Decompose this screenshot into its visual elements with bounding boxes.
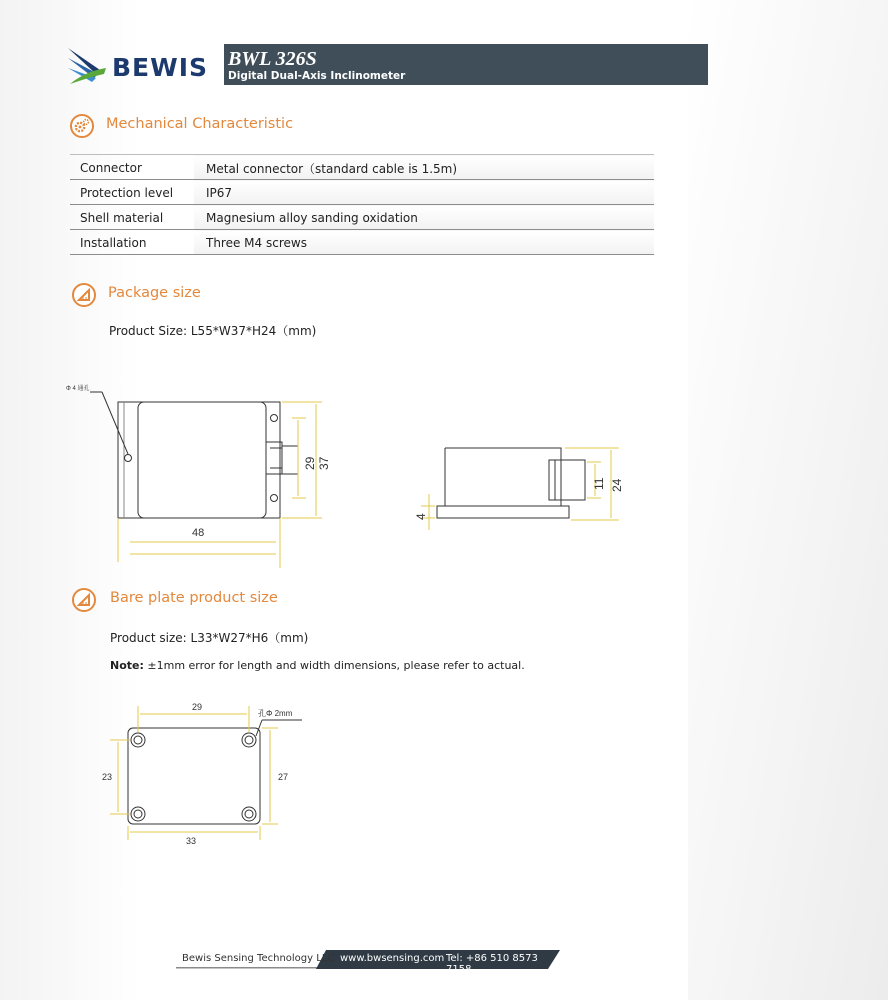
note-label: Note: xyxy=(110,659,144,672)
brand-name: BEWIS xyxy=(112,53,209,82)
spec-key: Connector xyxy=(70,155,194,180)
package-section-title: Package size xyxy=(108,285,201,301)
dim-height-37: 37 xyxy=(317,456,331,470)
table-row xyxy=(70,180,654,205)
product-model: BWL 326S xyxy=(228,48,317,70)
spec-value: IP67 xyxy=(194,180,654,205)
footer-website[interactable]: www.bwsensing.com xyxy=(340,953,445,964)
bare-product-size: Product size: L33*W27*H6（mm) xyxy=(110,631,309,645)
dim-height-29: 29 xyxy=(303,456,317,470)
bare-dim-bottom: 33 xyxy=(186,836,197,846)
package-product-size: Product Size: L55*W37*H24（mm) xyxy=(109,324,317,338)
gear-icon xyxy=(70,114,94,138)
dim-height-24: 24 xyxy=(610,478,624,492)
spec-key: Shell material xyxy=(70,205,194,230)
mechanical-spec-table xyxy=(70,154,654,255)
dim-width-48: 48 xyxy=(192,527,205,539)
dim-connector-11: 11 xyxy=(592,477,606,490)
bare-hole-label: 孔Φ 2mm xyxy=(258,709,293,718)
spec-value: Magnesium alloy sanding oxidation xyxy=(194,205,654,230)
footer-company: Bewis Sensing Technology LLC xyxy=(182,953,335,964)
bare-plate-section-title: Bare plate product size xyxy=(110,590,278,606)
ruler-triangle-icon xyxy=(72,588,96,612)
spec-value: Metal connector（standard cable is 1.5m) xyxy=(194,155,654,180)
product-subtitle: Digital Dual-Axis Inclinometer xyxy=(228,70,406,82)
dim-thickness-4: 4 xyxy=(414,513,428,520)
bare-dim-top: 29 xyxy=(192,702,203,712)
spec-key: Protection level xyxy=(70,180,194,205)
table-row xyxy=(70,155,654,180)
header-bar xyxy=(224,44,708,85)
bare-dim-left: 23 xyxy=(102,772,113,782)
package-top-view-drawing xyxy=(60,378,340,570)
footer-phone: Tel: +86 510 8573 7158 xyxy=(446,953,538,975)
hole-label: Φ 4 通孔 xyxy=(66,386,90,392)
spec-key: Installation xyxy=(70,230,194,255)
note-text: ±1mm error for length and width dimensions, please refer to actual. xyxy=(143,659,525,672)
ruler-triangle-icon xyxy=(72,283,96,307)
package-side-view-drawing xyxy=(405,440,625,530)
bare-plate-drawing xyxy=(96,700,316,854)
dimension-note xyxy=(110,659,525,672)
bare-dim-right: 27 xyxy=(278,772,289,782)
page-right-shade xyxy=(688,0,888,1000)
mechanical-section-title: Mechanical Characteristic xyxy=(106,116,294,132)
spec-value: Three M4 screws xyxy=(194,230,654,255)
table-row xyxy=(70,230,654,255)
table-row xyxy=(70,205,654,230)
footer xyxy=(176,950,566,975)
